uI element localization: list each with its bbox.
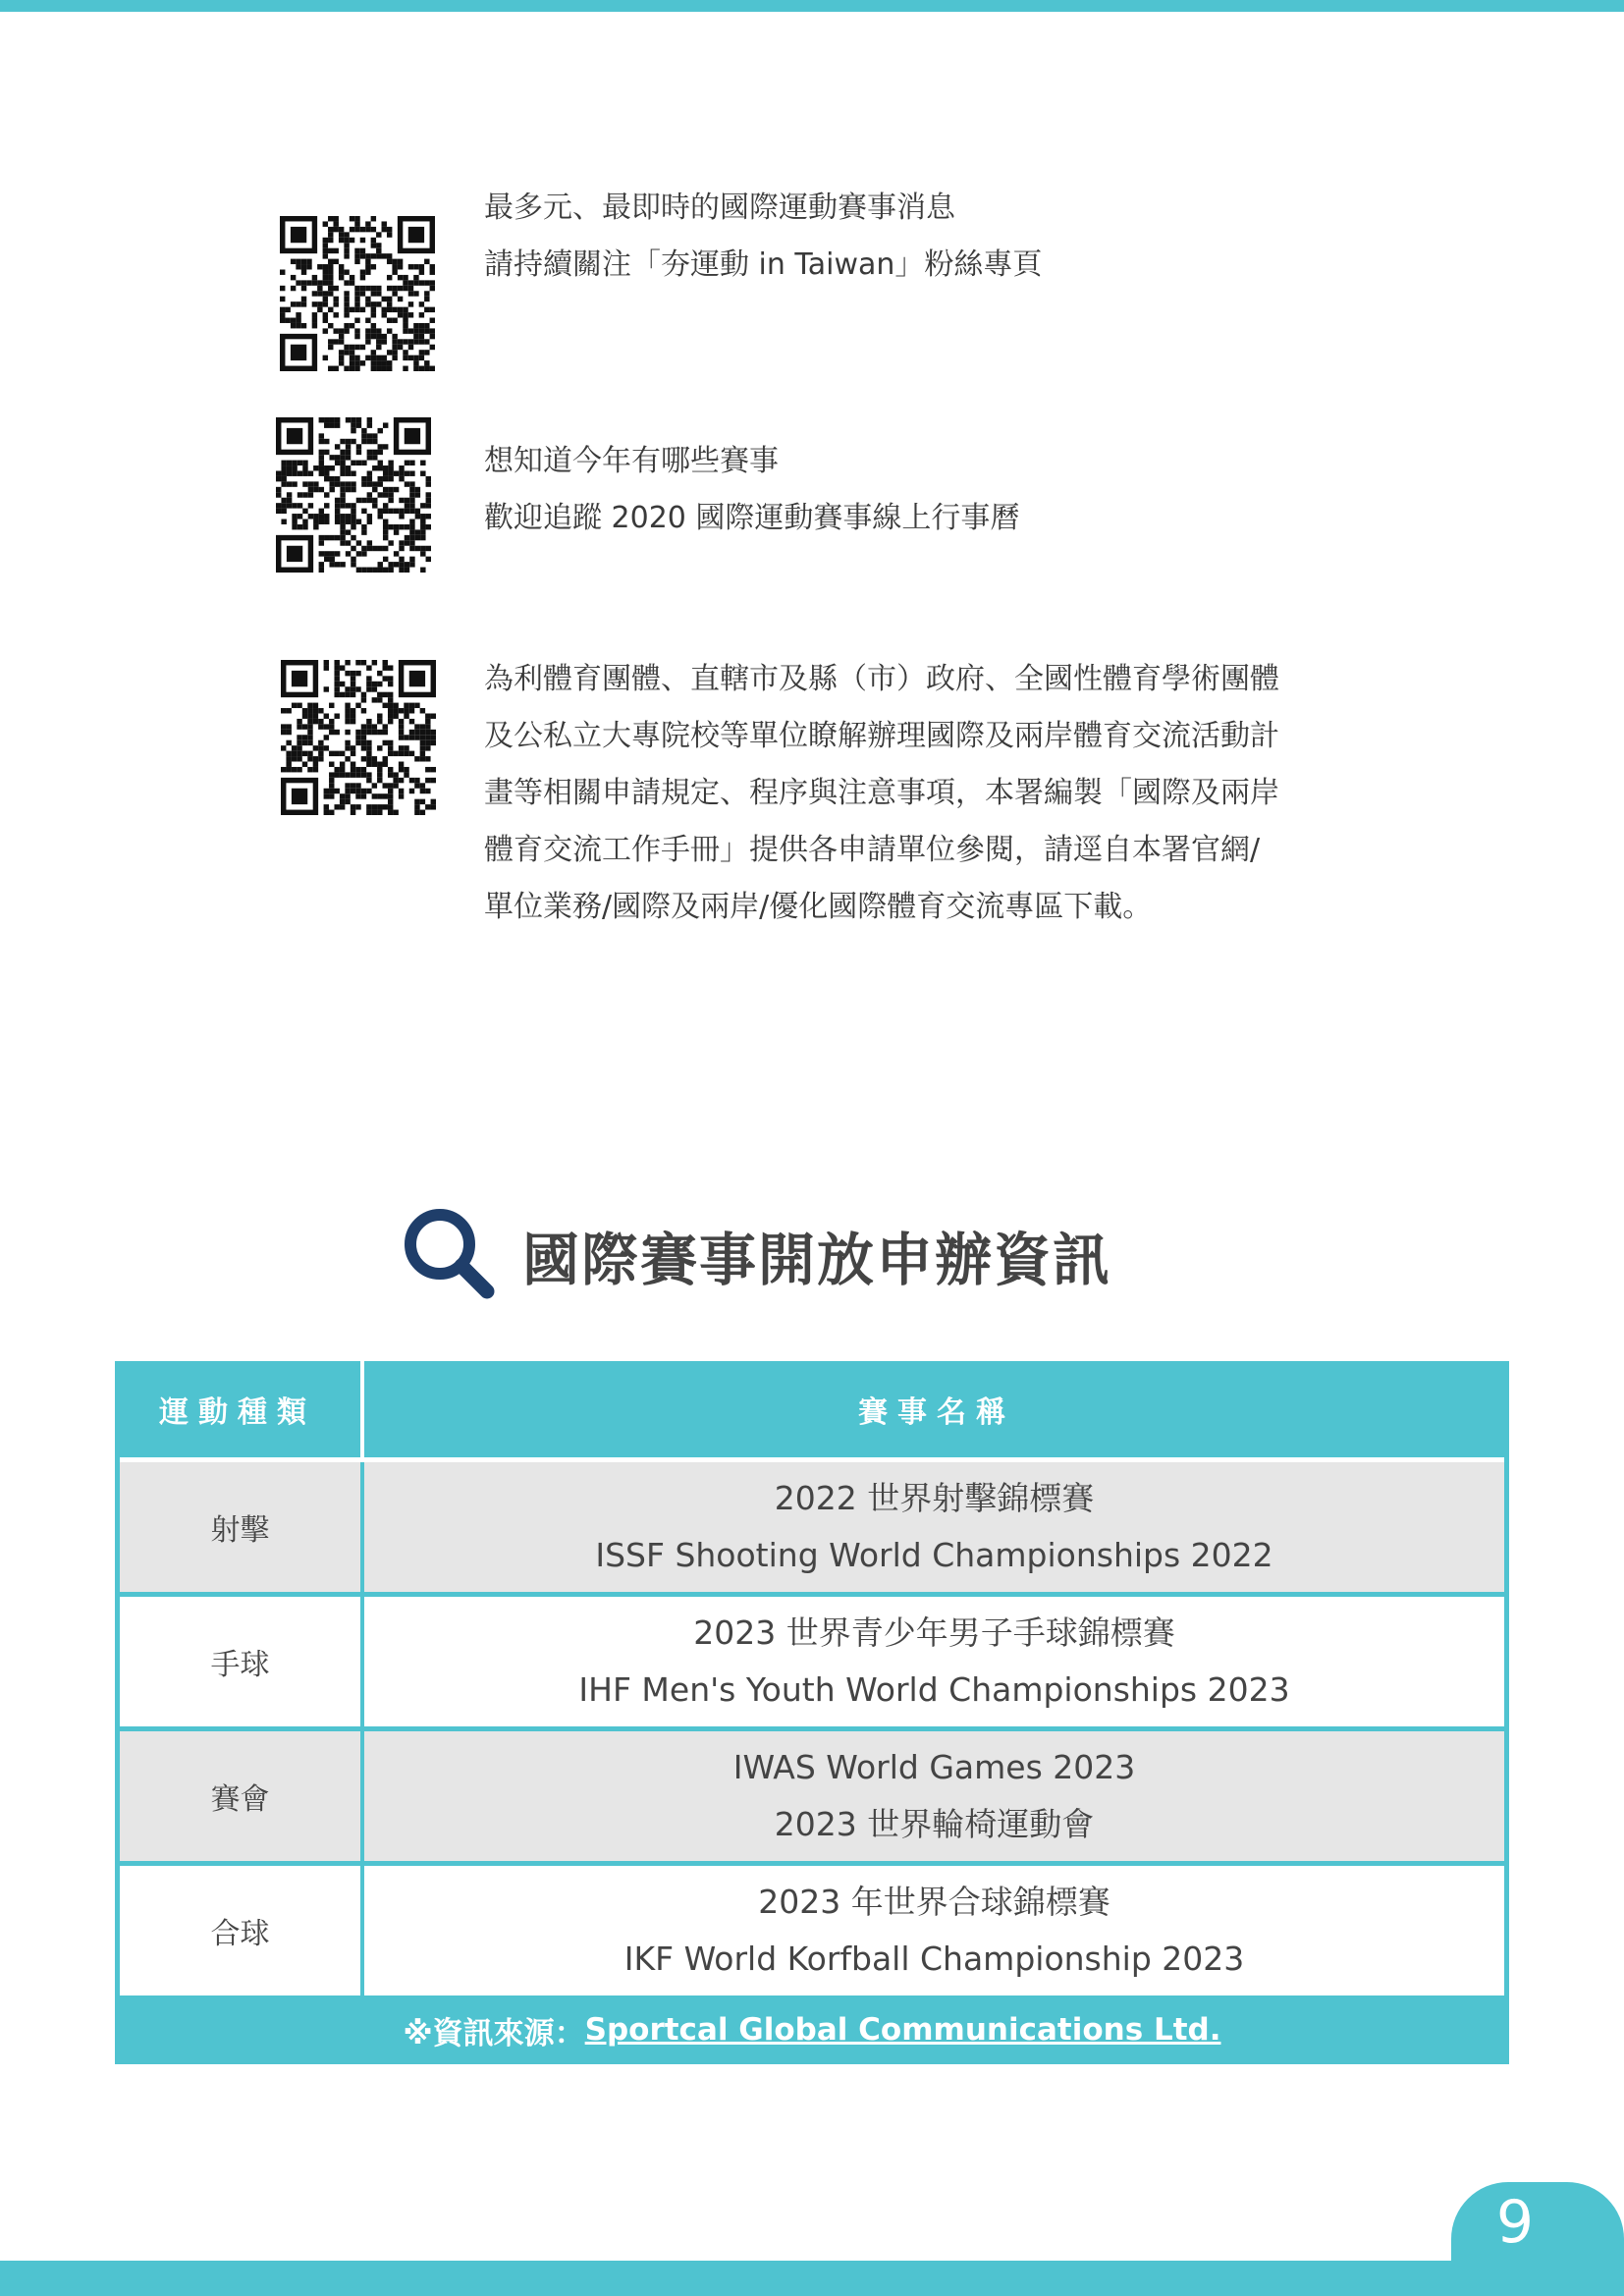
- table-body: [115, 1462, 1509, 1995]
- table-header: [115, 1361, 1509, 1457]
- event-name-cell: [364, 1731, 1504, 1861]
- qr-info-line: 體育交流工作手冊」提供各申請單位參閱，請逕自本署官網/: [484, 833, 1261, 867]
- qr-info-text-2: [484, 433, 1019, 547]
- qr-info-line: 請持續關注「夯運動 in Taiwan」粉絲專頁: [484, 247, 1043, 282]
- page-number-tab: [1451, 2182, 1624, 2296]
- event-name-line: IKF World Korfball Championship 2023: [623, 1940, 1245, 1978]
- qr-code-icon-svg: [281, 660, 436, 815]
- header-event-name: 賽事名稱: [858, 1395, 1015, 1430]
- event-name-line: 2023 世界輪椅運動會: [774, 1805, 1095, 1843]
- qr-info-line: 為利體育團體、直轄市及縣（市）政府、全國性體育學術團體: [484, 662, 1279, 696]
- event-name-line: IHF Men's Youth World Championships 2023: [578, 1670, 1290, 1709]
- event-name-line: 2022 世界射擊錦標賽: [774, 1479, 1095, 1517]
- event-name-line: 2023 年世界合球錦標賽: [758, 1883, 1110, 1921]
- bottom-accent-bar: [0, 2261, 1624, 2296]
- event-name-cell: [364, 1462, 1504, 1592]
- qr-code-icon-svg: [276, 417, 431, 573]
- qr-info-line: 歡迎追蹤 2020 國際運動賽事線上行事曆: [484, 501, 1020, 535]
- section-title: 國際賽事開放申辦資訊: [522, 1227, 1112, 1293]
- qr-info-line: 想知道今年有哪些賽事: [484, 444, 779, 478]
- header-sport-type: 運動種類: [159, 1395, 316, 1430]
- page-number: 9: [1495, 2188, 1535, 2257]
- qr-info-text-1: [484, 180, 1042, 294]
- sport-cell: 手球: [120, 1597, 360, 1726]
- search-icon: [401, 1205, 499, 1303]
- sport-cell: 合球: [120, 1866, 360, 1995]
- event-name-cell: [364, 1866, 1504, 1995]
- sport-cell: 賽會: [120, 1731, 360, 1861]
- source-link[interactable]: Sportcal Global Communications Ltd.: [584, 2012, 1221, 2048]
- qr-code-icon[interactable]: [276, 417, 431, 573]
- top-accent-bar: [0, 0, 1624, 12]
- sport-cell: 射擊: [120, 1462, 360, 1592]
- table-footer: [115, 1995, 1509, 2064]
- table-row: [120, 1731, 1504, 1861]
- qr-code-icon-svg: [280, 216, 435, 371]
- qr-code-icon[interactable]: [281, 660, 436, 815]
- qr-info-line: 最多元、最即時的國際運動賽事消息: [484, 191, 955, 225]
- source-prefix: ※資訊來源：: [403, 2015, 585, 2051]
- table-row: [120, 1597, 1504, 1726]
- qr-info-line: 畫等相關申請規定、程序與注意事項，本署編製「國際及兩岸: [484, 776, 1279, 810]
- qr-info-line: 單位業務/國際及兩岸/優化國際體育交流專區下載。: [484, 890, 1153, 924]
- events-table: [115, 1361, 1509, 2064]
- section-heading: [401, 1200, 1284, 1308]
- table-row: [120, 1462, 1504, 1592]
- event-name-cell: [364, 1597, 1504, 1726]
- table-row: [120, 1866, 1504, 1995]
- qr-info-line: 及公私立大專院校等單位瞭解辦理國際及兩岸體育交流活動計: [484, 719, 1279, 753]
- event-name-line: 2023 世界青少年男子手球錦標賽: [693, 1613, 1175, 1652]
- event-name-line: ISSF Shooting World Championships 2022: [595, 1536, 1273, 1574]
- event-name-line: IWAS World Games 2023: [732, 1748, 1136, 1786]
- qr-code-icon[interactable]: [280, 216, 435, 371]
- qr-info-text-3: [484, 651, 1279, 936]
